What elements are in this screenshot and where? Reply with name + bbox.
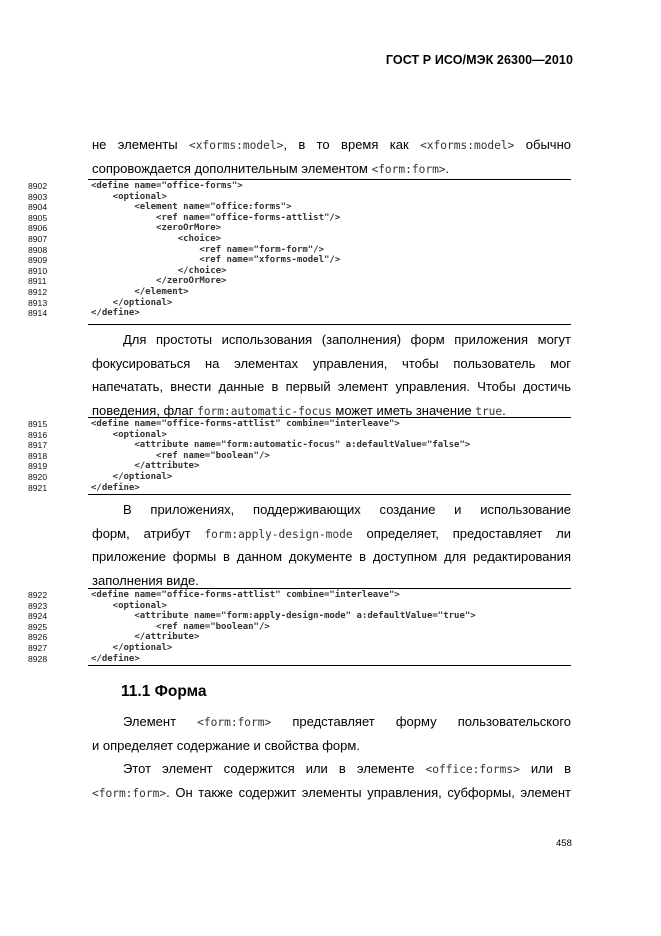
code-top-rule — [88, 588, 571, 589]
code-text: </zeroOrMore> — [91, 276, 227, 287]
code-text: </element> — [91, 287, 189, 297]
line-number: 8921 — [28, 482, 48, 493]
code-line — [28, 308, 571, 319]
text-line: приложение формы в данном документе в доступном для редактирования — [92, 549, 571, 564]
text-line: <form:form>. Он также содержит элементы управления, субформы, элемент — [92, 784, 571, 800]
code-text: <optional> — [91, 600, 167, 611]
text-line: Для простоты использования (заполнения) форм приложения могут — [123, 332, 571, 347]
paragraph-automatic-focus — [92, 328, 571, 422]
code-text: <ref name="office-forms-attlist"/> — [91, 212, 341, 223]
line-number: 8927 — [28, 643, 48, 653]
code-line — [28, 430, 571, 441]
text-line: сопровождается дополнительным элементом <form:form>. — [92, 160, 450, 176]
code-text: </optional> — [91, 297, 173, 308]
code-text: <element name="office:forms"> — [91, 202, 292, 213]
code-text: </define> — [91, 653, 140, 664]
code-text: </attribute> — [91, 461, 200, 472]
code-text: <optional> — [91, 191, 167, 202]
line-number: 8925 — [28, 621, 48, 632]
code-text: </choice> — [91, 265, 227, 276]
document-header: ГОСТ Р ИСО/МЭК 26300—2010 — [385, 53, 573, 67]
code-text: <define name="office-forms"> — [91, 181, 243, 191]
line-number: 8908 — [28, 244, 48, 255]
code-text: </optional> — [91, 472, 173, 482]
code-line — [28, 654, 571, 665]
line-number: 8924 — [28, 611, 48, 622]
code-top-rule — [88, 417, 571, 418]
code-listing-apply-design-mode — [28, 588, 571, 666]
line-number: 8912 — [28, 287, 48, 297]
line-number: 8922 — [28, 590, 48, 600]
code-line — [28, 266, 571, 277]
line-number: 8906 — [28, 223, 48, 234]
paragraph-form-contents — [92, 757, 571, 804]
code-line — [28, 451, 571, 462]
code-bottom-rule — [88, 494, 571, 495]
code-line — [28, 440, 571, 451]
line-number: 8904 — [28, 202, 48, 213]
text-line: поведения, флаг form:automatic-focus может иметь значение true. — [92, 402, 506, 418]
line-number: 8909 — [28, 255, 48, 266]
code-line — [28, 643, 571, 654]
code-listing-automatic-focus — [28, 417, 571, 495]
line-number: 8911 — [28, 276, 47, 287]
paragraph-forms-intro — [92, 133, 571, 180]
line-number: 8919 — [28, 461, 48, 472]
code-line — [28, 298, 571, 309]
code-text: <zeroOrMore> — [91, 223, 222, 234]
code-line — [28, 192, 571, 203]
code-text: <ref name="boolean"/> — [91, 450, 270, 461]
text-line: заполнения виде. — [92, 572, 199, 588]
code-text: <define name="office-forms-attlist" combine="interleave"> — [91, 419, 400, 429]
code-line — [28, 223, 571, 234]
code-listing-office-forms — [28, 179, 571, 325]
line-number: 8914 — [28, 308, 48, 319]
line-number: 8903 — [28, 191, 48, 202]
code-text: </define> — [91, 308, 140, 319]
text-line: не элементы <xforms:model>, в то время как <xforms:model> обычно — [92, 137, 571, 152]
code-line — [28, 234, 571, 245]
code-line — [28, 622, 571, 633]
line-number: 8916 — [28, 429, 48, 440]
code-line — [28, 245, 571, 256]
code-line — [28, 472, 571, 483]
text-line: Элемент <form:form> представляет форму пользовательского — [123, 714, 571, 729]
code-line — [28, 483, 571, 494]
code-text: </attribute> — [91, 632, 200, 643]
paragraph-apply-design-mode — [92, 498, 571, 592]
code-line — [28, 601, 571, 612]
code-line — [28, 461, 571, 472]
code-line — [28, 287, 571, 298]
text-line: напечатать, внести данные в первый элемент управления. Чтобы достичь — [92, 379, 571, 394]
paragraph-form-element — [92, 710, 571, 757]
code-line — [28, 611, 571, 622]
section-heading: 11.1 Форма — [121, 683, 207, 700]
line-number: 8926 — [28, 632, 48, 643]
code-text: <define name="office-forms-attlist" combine="interleave"> — [91, 590, 400, 600]
line-number: 8928 — [28, 653, 48, 664]
code-text: <ref name="form-form"/> — [91, 244, 324, 255]
text-line: и определяет содержание и свойства форм. — [92, 737, 360, 753]
line-number: 8913 — [28, 297, 48, 308]
line-number: 8923 — [28, 600, 48, 611]
code-top-rule — [88, 179, 571, 180]
code-line — [28, 632, 571, 643]
code-text: <ref name="boolean"/> — [91, 621, 270, 632]
code-line — [28, 181, 571, 192]
code-text: <choice> — [91, 234, 222, 244]
code-text: <ref name="xforms-model"/> — [91, 255, 341, 266]
text-line: В приложениях, поддерживающих создание и использование — [123, 502, 571, 517]
line-number: 8915 — [28, 419, 48, 429]
code-bottom-rule — [88, 665, 571, 666]
code-text: <attribute name="form:automatic-focus" a:defaultValue="false"> — [91, 440, 471, 451]
code-line — [28, 213, 571, 224]
code-text: <attribute name="form:apply-design-mode" a:defaultValue="true"> — [91, 611, 476, 622]
text-line: форм, атрибут form:apply-design-mode определяет, предоставляет ли — [92, 525, 571, 541]
code-text: <optional> — [91, 429, 167, 440]
code-line — [28, 202, 571, 213]
line-number: 8920 — [28, 472, 48, 482]
text-line: Этот элемент содержится или в элементе <office:forms> или в — [123, 761, 571, 776]
line-number: 8902 — [28, 181, 48, 191]
line-number: 8905 — [28, 212, 48, 223]
code-line — [28, 590, 571, 601]
code-line — [28, 419, 571, 430]
code-line — [28, 255, 571, 266]
page-number: 458 — [556, 838, 572, 849]
text-line: фокусироваться на элементах управления, чтобы пользователь мог — [92, 355, 571, 371]
line-number: 8907 — [28, 234, 48, 244]
code-text: </optional> — [91, 643, 173, 653]
code-bottom-rule — [88, 324, 571, 325]
line-number: 8918 — [28, 450, 48, 461]
line-number: 8917 — [28, 440, 48, 451]
code-line — [28, 276, 571, 287]
line-number: 8910 — [28, 265, 48, 276]
code-text: </define> — [91, 482, 140, 493]
